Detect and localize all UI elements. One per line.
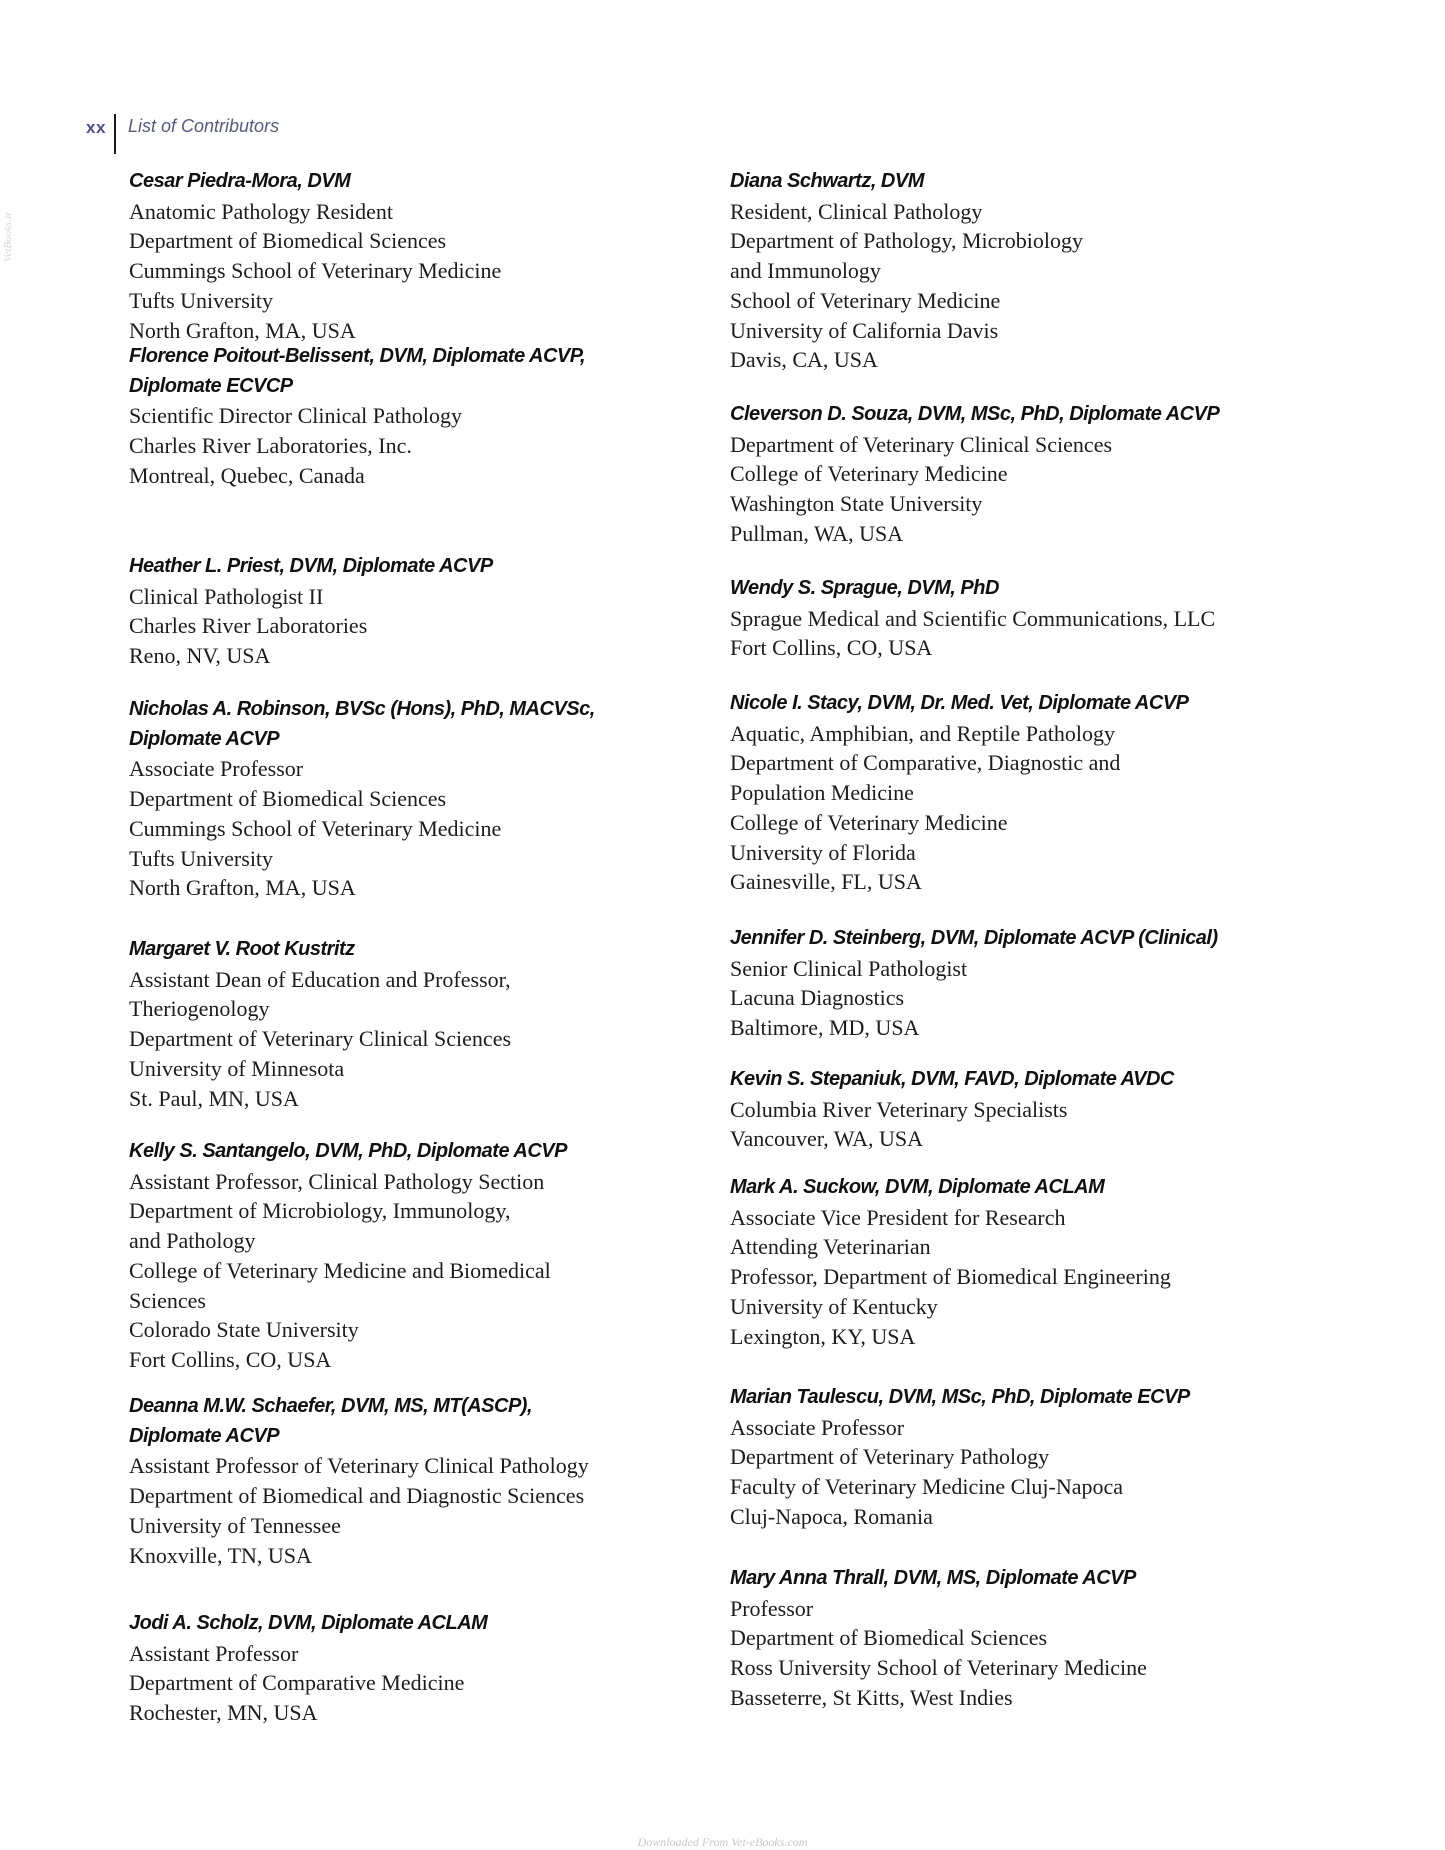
affiliation-line: St. Paul, MN, USA: [129, 1085, 299, 1111]
footer-watermark: Downloaded From Vet-eBooks.com: [637, 1835, 808, 1849]
contributor-name: Marian Taulescu, DVM, MSc, PhD, Diplomate ECVP: [730, 1386, 1190, 1408]
affiliation-line: Pullman, WA, USA: [730, 520, 904, 546]
affiliation-line: Department of Veterinary Clinical Sciences: [129, 1026, 512, 1052]
affiliation-line: Charles River Laboratories: [129, 613, 368, 639]
affiliation-line: Cummings School of Veterinary Medicine: [129, 258, 502, 284]
affiliation-line: Colorado State University: [129, 1317, 359, 1343]
contributor-entry: [730, 689, 1188, 897]
contributor-name: Diplomate ACVP: [129, 1424, 280, 1447]
contributor-entry: [730, 400, 1219, 549]
affiliation-line: Associate Vice President for Research: [730, 1204, 1066, 1230]
contributor-entry: [129, 1609, 487, 1728]
contributor-entry: [730, 924, 1218, 1043]
running-title: List of Contributors: [128, 116, 280, 136]
affiliation-line: Tufts University: [129, 287, 274, 313]
affiliation-line: Basseterre, St Kitts, West Indies: [730, 1684, 1013, 1710]
contributor-name: Mary Anna Thrall, DVM, MS, Diplomate ACVP: [730, 1567, 1136, 1589]
contributor-name: Cleverson D. Souza, DVM, MSc, PhD, Diplomate ACVP: [730, 403, 1220, 425]
affiliation-line: Gainesville, FL, USA: [730, 869, 922, 895]
affiliation-line: University of Florida: [730, 839, 916, 865]
contributor-name: Cesar Piedra-Mora, DVM: [129, 170, 351, 192]
affiliation-line: University of Kentucky: [730, 1293, 938, 1319]
affiliation-line: Reno, NV, USA: [129, 643, 271, 669]
affiliation-line: Lexington, KY, USA: [730, 1323, 916, 1349]
affiliation-line: Department of Veterinary Clinical Sciences: [730, 431, 1113, 457]
contributor-name: Wendy S. Sprague, DVM, PhD: [730, 577, 999, 599]
contributor-name: Kevin S. Stepaniuk, DVM, FAVD, Diplomate AVDC: [730, 1068, 1174, 1090]
affiliation-line: University of Tennessee: [129, 1512, 341, 1538]
affiliation-line: Department of Veterinary Pathology: [730, 1444, 1050, 1470]
affiliation-line: Assistant Professor of Veterinary Clinical Pathology: [129, 1453, 589, 1479]
affiliation-line: Faculty of Veterinary Medicine Cluj-Napoca: [730, 1474, 1124, 1500]
affiliation-line: North Grafton, MA, USA: [129, 875, 356, 901]
contributor-entry: [129, 1137, 567, 1375]
affiliation-line: Davis, CA, USA: [730, 347, 878, 373]
affiliation-line: Resident, Clinical Pathology: [730, 198, 983, 224]
header-divider: [114, 114, 116, 154]
affiliation-line: Assistant Dean of Education and Professor,: [129, 966, 511, 992]
contributor-entry: [730, 1173, 1171, 1351]
affiliation-line: Assistant Professor, Clinical Pathology Section: [129, 1168, 545, 1194]
affiliation-line: Theriogenology: [129, 996, 270, 1022]
affiliation-line: Department of Comparative, Diagnostic and: [730, 750, 1121, 776]
contributor-entry: [730, 1383, 1190, 1532]
contributor-entry: [730, 1065, 1174, 1154]
affiliation-line: Columbia River Veterinary Specialists: [730, 1096, 1068, 1122]
affiliation-line: Scientific Director Clinical Pathology: [129, 403, 462, 429]
affiliation-line: Department of Microbiology, Immunology,: [129, 1198, 511, 1224]
contributor-entry: [730, 574, 1215, 663]
affiliation-line: Professor, Department of Biomedical Engineering: [730, 1264, 1171, 1290]
contributor-entry: [129, 695, 595, 903]
contributor-name: Diplomate ACVP: [129, 727, 280, 750]
contributor-entry: [129, 167, 501, 345]
contributor-entry: [129, 935, 511, 1113]
affiliation-line: North Grafton, MA, USA: [129, 317, 356, 343]
affiliation-line: Department of Pathology, Microbiology: [730, 228, 1083, 254]
affiliation-line: University of California Davis: [730, 317, 999, 343]
affiliation-line: Fort Collins, CO, USA: [730, 635, 933, 661]
affiliation-line: Fort Collins, CO, USA: [129, 1346, 332, 1372]
contributor-name: Nicholas A. Robinson, BVSc (Hons), PhD, MACVSc,: [129, 698, 595, 720]
affiliation-line: Baltimore, MD, USA: [730, 1015, 920, 1041]
affiliation-line: College of Veterinary Medicine: [730, 809, 1008, 835]
contributor-name: Florence Poitout-Belissent, DVM, Diplomate ACVP,: [129, 345, 586, 367]
contributor-name: Mark A. Suckow, DVM, Diplomate ACLAM: [730, 1176, 1105, 1198]
contributor-name: Diana Schwartz, DVM: [730, 170, 924, 192]
contributor-name: Heather L. Priest, DVM, Diplomate ACVP: [129, 555, 493, 577]
affiliation-line: University of Minnesota: [129, 1055, 345, 1081]
affiliation-line: Aquatic, Amphibian, and Reptile Pathology: [730, 720, 1115, 746]
affiliation-line: Knoxville, TN, USA: [129, 1542, 312, 1568]
affiliation-line: Department of Biomedical Sciences: [730, 1625, 1048, 1651]
affiliation-line: Sciences: [129, 1287, 206, 1313]
contributor-name: Diplomate ECVCP: [129, 374, 293, 397]
affiliation-line: Department of Comparative Medicine: [129, 1670, 465, 1696]
affiliation-line: Attending Veterinarian: [730, 1234, 931, 1260]
affiliation-line: Associate Professor: [129, 756, 304, 782]
affiliation-line: Professor: [730, 1595, 814, 1621]
affiliation-line: Department of Biomedical Sciences: [129, 786, 447, 812]
page-number: xx: [86, 118, 106, 137]
affiliation-line: and Immunology: [730, 258, 881, 284]
affiliation-line: College of Veterinary Medicine: [730, 461, 1008, 487]
contributor-name: Kelly S. Santangelo, DVM, PhD, Diplomate ACVP: [129, 1140, 567, 1162]
affiliation-line: Department of Biomedical Sciences: [129, 228, 447, 254]
contributor-name: Margaret V. Root Kustritz: [129, 938, 355, 960]
affiliation-line: Rochester, MN, USA: [129, 1700, 318, 1726]
contributor-entry: [129, 1392, 589, 1570]
contributor-name: Deanna M.W. Schaefer, DVM, MS, MT(ASCP),: [129, 1395, 533, 1417]
affiliation-line: Associate Professor: [730, 1414, 905, 1440]
affiliation-line: Montreal, Quebec, Canada: [129, 462, 365, 488]
affiliation-line: Sprague Medical and Scientific Communications, LLC: [730, 605, 1216, 631]
contributor-entry: [730, 1564, 1147, 1713]
contributor-entry: [730, 167, 1083, 375]
affiliation-line: Vancouver, WA, USA: [730, 1126, 924, 1152]
affiliation-line: Department of Biomedical and Diagnostic Sciences: [129, 1483, 585, 1509]
affiliation-line: and Pathology: [129, 1228, 256, 1254]
affiliation-line: Lacuna Diagnostics: [730, 985, 905, 1011]
affiliation-line: Washington State University: [730, 491, 983, 517]
affiliation-line: Senior Clinical Pathologist: [730, 955, 968, 981]
affiliation-line: Tufts University: [129, 845, 274, 871]
contributor-name: Nicole I. Stacy, DVM, Dr. Med. Vet, Diplomate ACVP: [730, 692, 1189, 714]
affiliation-line: School of Veterinary Medicine: [730, 287, 1001, 313]
affiliation-line: Cluj-Napoca, Romania: [730, 1503, 933, 1529]
contributor-entry: [129, 552, 493, 671]
contributor-name: Jennifer D. Steinberg, DVM, Diplomate ACVP (Clinical): [730, 927, 1218, 949]
affiliation-line: Charles River Laboratories, Inc.: [129, 433, 412, 459]
side-watermark: VetBooks.ir: [2, 211, 14, 262]
contributor-entry: [129, 342, 585, 491]
affiliation-line: Anatomic Pathology Resident: [129, 198, 393, 224]
affiliation-line: Assistant Professor: [129, 1640, 299, 1666]
affiliation-line: College of Veterinary Medicine and Biomedical: [129, 1257, 551, 1283]
affiliation-line: Ross University School of Veterinary Medicine: [730, 1655, 1147, 1681]
contributor-name: Jodi A. Scholz, DVM, Diplomate ACLAM: [129, 1612, 488, 1634]
affiliation-line: Cummings School of Veterinary Medicine: [129, 815, 502, 841]
affiliation-line: Clinical Pathologist II: [129, 583, 324, 609]
affiliation-line: Population Medicine: [730, 780, 914, 806]
